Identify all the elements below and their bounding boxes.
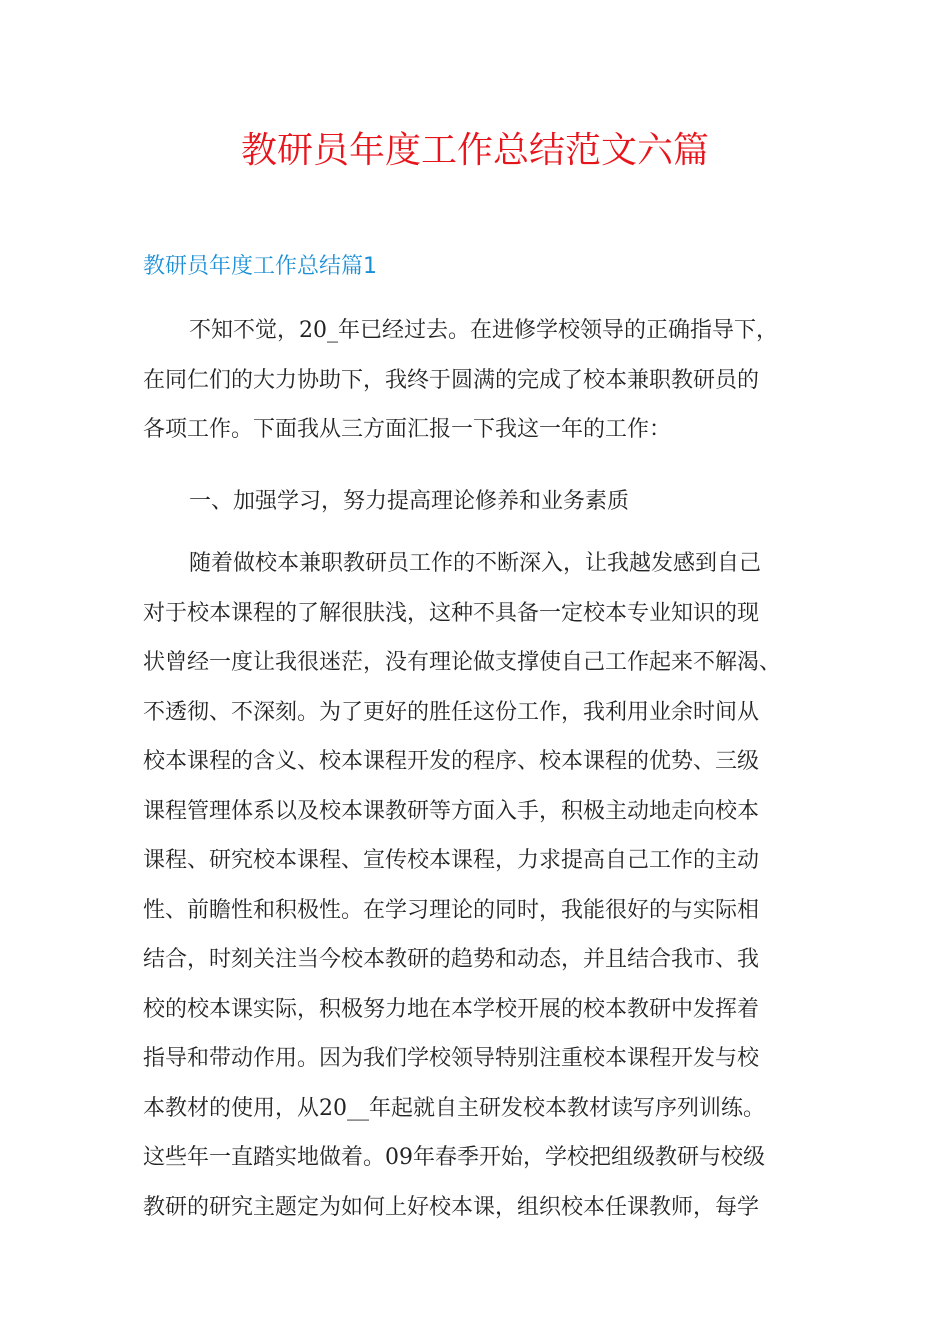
paragraph-line: 这些年一直踏实地做着。09年春季开始，学校把组级教研与校级: [143, 1145, 765, 1170]
paragraph-line: 结合，时刻关注当今校本教研的趋势和动态，并且结合我市、我: [143, 947, 760, 972]
main-paragraph: [143, 539, 808, 1232]
paragraph-line: 不透彻、不深刻。为了更好的胜任这份工作，我利用业余时间从: [143, 699, 760, 725]
section-heading: 教研员年度工作总结篇1: [143, 254, 377, 279]
subheading-paragraph: [143, 477, 808, 527]
paragraph-line: 校的校本课实际，积极努力地在本学校开展的校本教研中发挥着: [143, 996, 760, 1022]
paragraph-line: 课程、研究校本课程、宣传校本课程，力求提高自己工作的主动: [143, 848, 760, 873]
subheading-one: 一、加强学习，努力提高理论修养和业务素质: [189, 489, 630, 514]
intro-paragraph: [143, 306, 808, 455]
paragraph-line: 课程管理体系以及校本课教研等方面入手，积极主动地走向校本: [143, 798, 760, 824]
paragraph-line: 本教材的使用，从20__年起就自主研发校本教材读写序列训练。: [143, 1095, 765, 1121]
paragraph-line: 性、前瞻性和积极性。在学习理论的同时，我能很好的与实际相: [143, 897, 760, 923]
paragraph-line: 对于校本课程的了解很肤浅，这种不具备一定校本专业知识的现: [143, 600, 760, 626]
paragraph-line: 不知不觉，20_年已经过去。在进修学校领导的正确指导下，: [189, 318, 778, 343]
document-title: 教研员年度工作总结范文六篇: [240, 130, 709, 171]
paragraph-line: 状曾经一度让我很迷茫，没有理论做支撑使自己工作起来不解渴、: [143, 650, 782, 675]
paragraph-line: 随着做校本兼职教研员工作的不断深入，让我越发感到自己: [189, 551, 762, 576]
paragraph-line: 在同仁们的大力协助下，我终于圆满的完成了校本兼职教研员的: [143, 367, 760, 393]
paragraph-line: 各项工作。下面我从三方面汇报一下我这一年的工作：: [143, 417, 672, 442]
paragraph-line: 指导和带动作用。因为我们学校领导特别注重校本课程开发与校: [143, 1046, 760, 1071]
paragraph-line: 校本课程的含义、校本课程开发的程序、校本课程的优势、三级: [143, 749, 760, 774]
paragraph-line: 教研的研究主题定为如何上好校本课，组织校本任课教师，每学: [143, 1194, 760, 1220]
